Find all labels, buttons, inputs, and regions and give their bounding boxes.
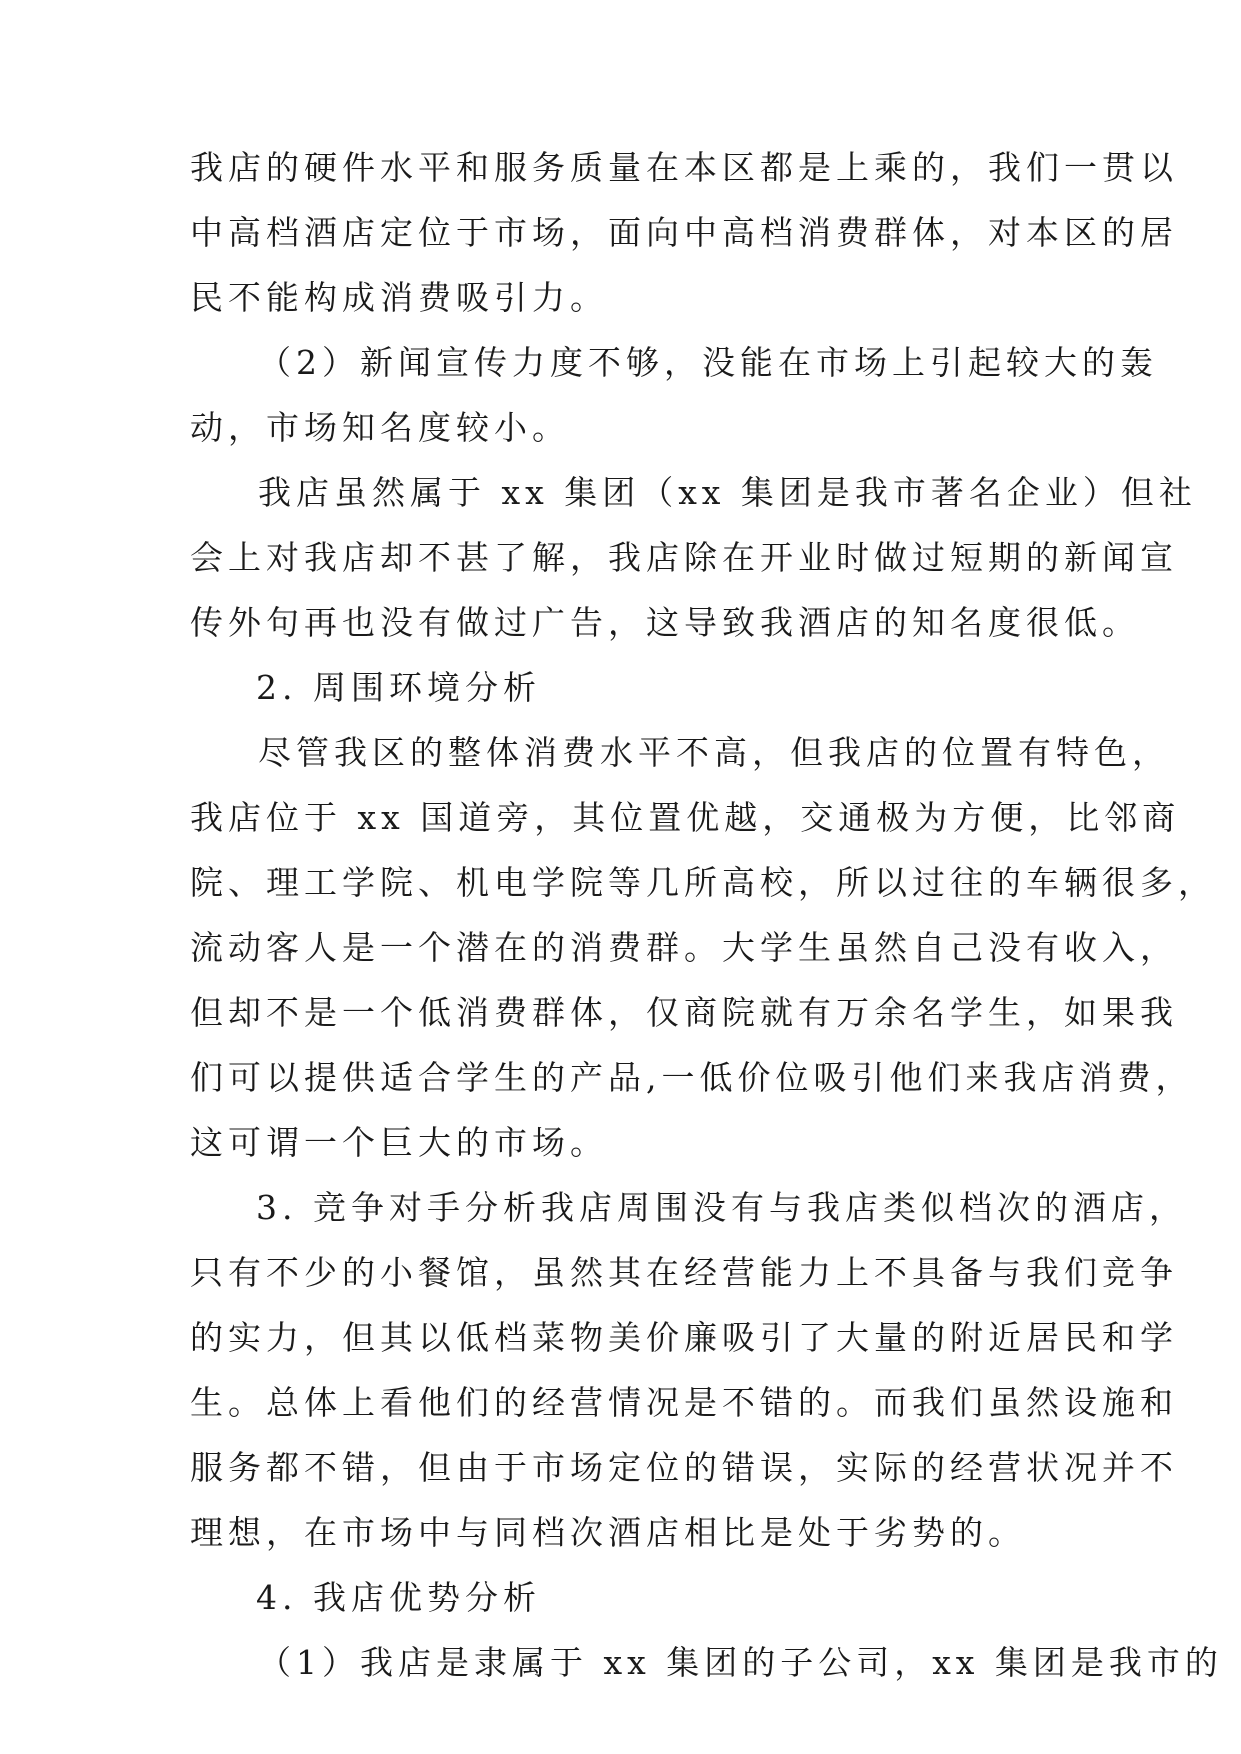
paragraph-line: 理想，在市场中与同档次酒店相比是处于劣势的。 [190, 1513, 1026, 1552]
paragraph-line: 我店位于 xx 国道旁，其位置优越，交通极为方便，比邻商 [190, 798, 1181, 837]
paragraph-line: （2）新闻宣传力度不够，没能在市场上引起较大的轰 [258, 343, 1158, 382]
paragraph-line: 传外句再也没有做过广告，这导致我酒店的知名度很低。 [190, 603, 1140, 642]
paragraph-line: 们可以提供适合学生的产品,一低价位吸引他们来我店消费， [190, 1058, 1194, 1097]
paragraph-line: 生。总体上看他们的经营情况是不错的。而我们虽然设施和 [190, 1383, 1178, 1422]
paragraph-line: 流动客人是一个潜在的消费群。大学生虽然自己没有收入， [190, 928, 1178, 967]
paragraph-line: 民不能构成消费吸引力。 [190, 278, 608, 317]
paragraph-line: 服务都不错，但由于市场定位的错误，实际的经营状况并不 [190, 1448, 1178, 1487]
paragraph-line: 只有不少的小餐馆，虽然其在经营能力上不具备与我们竞争 [190, 1253, 1178, 1292]
paragraph-line: 这可谓一个巨大的市场。 [190, 1123, 608, 1162]
paragraph-line: 我店虽然属于 xx 集团（xx 集团是我市著名企业）但社 [258, 473, 1197, 512]
paragraph-line: 中高档酒店定位于市场，面向中高档消费群体，对本区的居 [190, 213, 1178, 252]
paragraph-line: 会上对我店却不甚了解，我店除在开业时做过短期的新闻宣 [190, 538, 1178, 577]
paragraph-line: 我店的硬件水平和服务质量在本区都是上乘的，我们一贯以 [190, 148, 1178, 187]
paragraph-line: 的实力，但其以低档菜物美价廉吸引了大量的附近居民和学 [190, 1318, 1178, 1357]
paragraph-line: 3. 竞争对手分析我店周围没有与我店类似档次的酒店， [256, 1188, 1187, 1227]
paragraph-line: 院、理工学院、机电学院等几所高校，所以过往的车辆很多， [190, 863, 1216, 902]
paragraph-line: 尽管我区的整体消费水平不高，但我店的位置有特色， [258, 733, 1170, 772]
section-heading: 4. 我店优势分析 [256, 1578, 541, 1617]
section-heading: 2. 周围环境分析 [256, 668, 541, 707]
paragraph-line: 但却不是一个低消费群体，仅商院就有万余名学生，如果我 [190, 993, 1178, 1032]
paragraph-line: （1）我店是隶属于 xx 集团的子公司，xx 集团是我市的 [258, 1643, 1223, 1682]
paragraph-line: 动，市场知名度较小。 [190, 408, 570, 447]
